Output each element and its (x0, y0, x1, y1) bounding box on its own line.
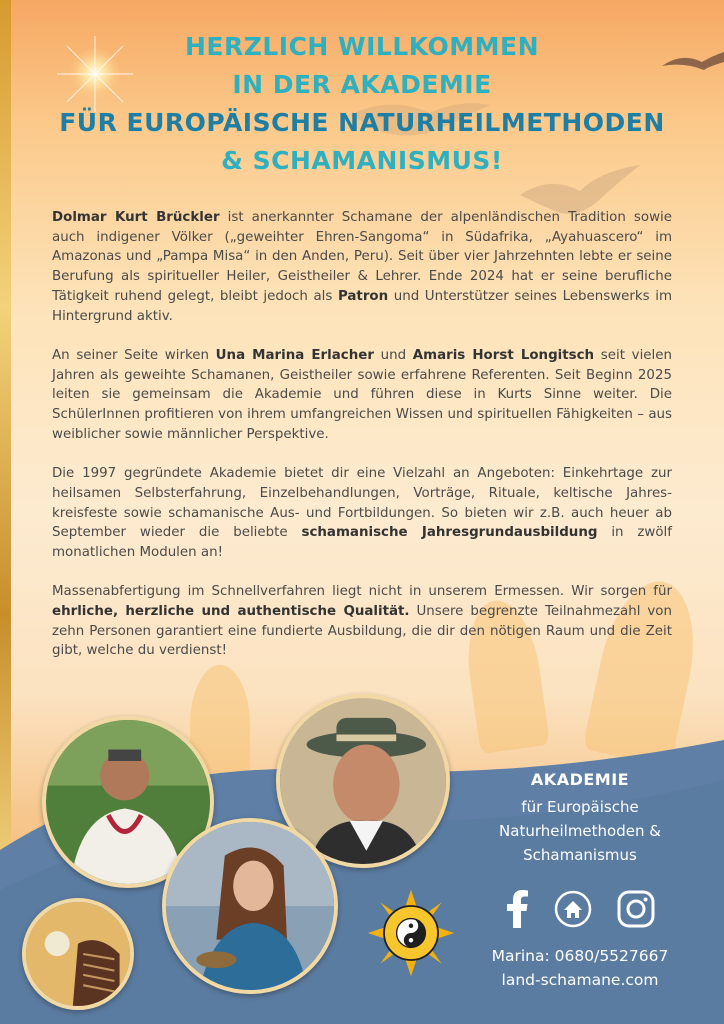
facebook-icon[interactable] (505, 890, 529, 932)
academy-line-2: Naturheilmethoden & (499, 822, 661, 840)
title-line-2: IN DER AKADEMIE (232, 70, 492, 99)
text-span: Unsere begrenzte Teilnahmezahl von zehn Personen garantiert eine fundierte Ausbildung, die dir den nötigen Raum und die Zeit gibt, welche du verdienst! (52, 604, 672, 659)
text-span: ist anerkannter Schamane der alpenländischen Tradition sowie auch indigener Völker („geweihter Ehren-Sangoma“ in Südafrika, „Ayahuascero“ im Amazonas und „Pampa Misa“ in den Anden, Peru). Seit über vier Jahrzehnten lebte er seine Berufung als spiritueller Heiler, Geistheiler & Lehrer. Ende 2024 hat er seine berufliche Tätigkeit ruhend gelegt, bleibt jedoch als (52, 210, 672, 304)
text-span: Die 1997 gegründete Akademie bietet dir eine Vielzahl an Angeboten: Einkehrtage zur heilsamen Selbsterfahrung, Einzelbehandlungen, Vorträge, Rituale, keltische Jahres-kreisfeste sowie schamanische Aus- und Fortbildungen. So bieten wir z.B. auch heuer ab September wieder die beliebte (52, 466, 672, 541)
social-icons (505, 890, 655, 932)
text-span: seit vielen Jahren als geweihte Schamanen, Geistheiler sowie erfahrene Referenten. Seit Beginn 2025 leiten sie gemeinsam die Akademie und führen diese in Kurts Sinne weiter. Die SchülerInnen profitieren von ihrem umfangreichen Wissen und spirituellen Fähigkeiten – aus weiblicher sowie männlicher Perspektive. (52, 347, 672, 442)
title-line-1: HERZLICH WILLKOMMEN (184, 32, 540, 61)
paragraph-offers (52, 464, 672, 563)
text-span: Massenabfertigung im Schnellverfahren liegt nicht in unserem Ermessen. Wir sorgen für (52, 584, 672, 600)
phone-number[interactable]: Marina: 0680/5527667 (491, 947, 669, 965)
text-span: An seiner Seite wirken (52, 347, 216, 363)
photo-ritual-objects (22, 898, 134, 1010)
contact-block (480, 944, 680, 992)
photo-woman (162, 818, 338, 994)
academy-logo (366, 888, 456, 978)
website-link[interactable]: land-schamane.com (501, 971, 659, 989)
text-span: und Unterstützer seines Lebenswerks im Hintergrund aktiv. (52, 288, 672, 324)
instagram-icon[interactable] (617, 890, 655, 932)
paragraph-founder (52, 208, 672, 326)
bold-text: schamanische Jahresgrundausbildung (301, 525, 598, 541)
text-span: und (373, 347, 413, 363)
paragraph-leaders (52, 346, 672, 445)
page-title (0, 28, 724, 180)
paragraph-quality (52, 582, 672, 661)
academy-line-3: Schamanismus (523, 846, 637, 864)
title-line-4: & SCHAMANISMUS! (221, 146, 503, 175)
bold-text: ehrliche, herzliche und authentische Qualität. (52, 604, 410, 620)
bold-name: Una Marina Erlacher (215, 347, 374, 363)
title-line-3: FÜR EUROPÄISCHE NATURHEILMETHODEN (59, 108, 665, 137)
bold-name: Dolmar Kurt Brückler (52, 210, 220, 225)
academy-info (480, 770, 680, 867)
academy-line-1: für Europäische (521, 798, 639, 816)
text-span: in zwölf monatlichen Modulen an! (52, 525, 672, 560)
home-icon[interactable] (554, 890, 592, 932)
bold-text: Patron (337, 288, 389, 304)
bold-name: Amaris Horst Longitsch (412, 347, 595, 363)
intro-text (52, 208, 672, 681)
academy-name: AKADEMIE (530, 770, 630, 789)
